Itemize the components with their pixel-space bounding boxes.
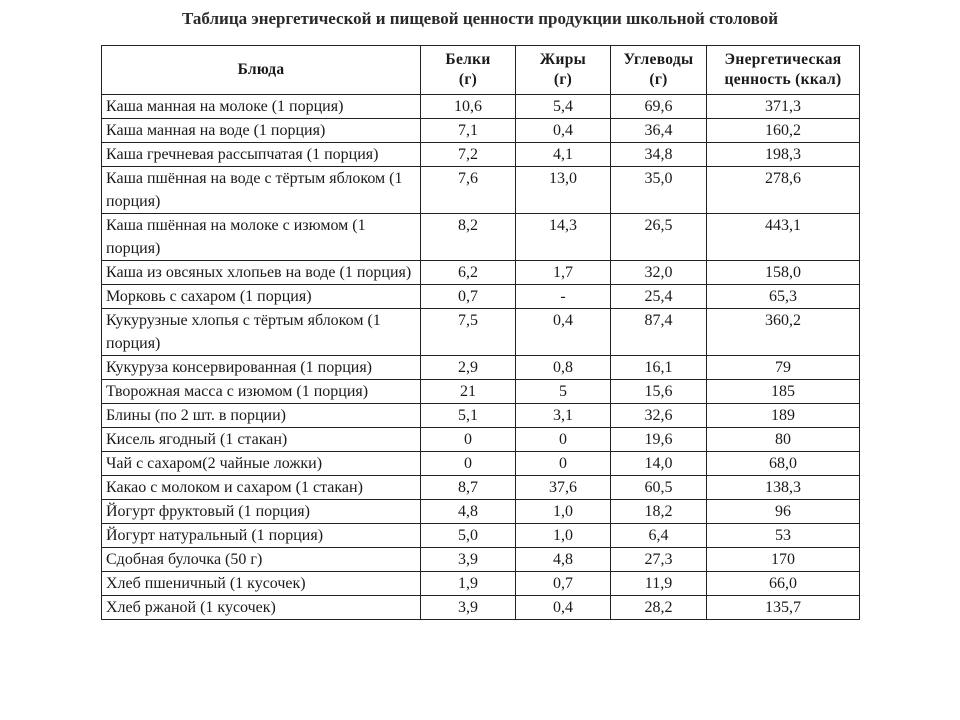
protein-cell: 5,1: [421, 404, 516, 428]
protein-cell: 0: [421, 428, 516, 452]
carbs-cell: 15,6: [611, 380, 707, 404]
energy-cell: 185: [707, 380, 860, 404]
energy-cell: 135,7: [707, 596, 860, 620]
energy-cell: 65,3: [707, 285, 860, 309]
table-row: [102, 143, 860, 167]
protein-cell: 7,5: [421, 309, 516, 356]
protein-cell: 3,9: [421, 548, 516, 572]
carbs-cell: 69,6: [611, 95, 707, 119]
protein-cell: 8,2: [421, 214, 516, 261]
carbs-cell: 32,6: [611, 404, 707, 428]
fat-cell: 0: [516, 452, 611, 476]
table-row: [102, 476, 860, 500]
energy-cell: 360,2: [707, 309, 860, 356]
fat-cell: 4,1: [516, 143, 611, 167]
header-fat: Жиры (г): [516, 46, 611, 95]
energy-cell: 79: [707, 356, 860, 380]
fat-cell: 14,3: [516, 214, 611, 261]
energy-cell: 170: [707, 548, 860, 572]
fat-cell: 13,0: [516, 167, 611, 214]
protein-cell: 8,7: [421, 476, 516, 500]
energy-cell: 160,2: [707, 119, 860, 143]
carbs-cell: 28,2: [611, 596, 707, 620]
dish-cell: Каша пшённая на воде с тёртым яблоком (1 порция): [102, 167, 421, 214]
carbs-cell: 60,5: [611, 476, 707, 500]
nutrition-table: [101, 45, 860, 620]
table-row: [102, 572, 860, 596]
header-protein: Белки (г): [421, 46, 516, 95]
dish-cell: Кукуруза консервированная (1 порция): [102, 356, 421, 380]
fat-cell: 0,4: [516, 119, 611, 143]
protein-cell: 7,1: [421, 119, 516, 143]
protein-cell: 3,9: [421, 596, 516, 620]
fat-cell: -: [516, 285, 611, 309]
dish-cell: Каша манная на воде (1 порция): [102, 119, 421, 143]
protein-cell: 6,2: [421, 261, 516, 285]
table-row: [102, 428, 860, 452]
fat-cell: 1,0: [516, 524, 611, 548]
header-dish: Блюда: [102, 46, 421, 95]
fat-cell: 0: [516, 428, 611, 452]
dish-cell: Кукурузные хлопья с тёртым яблоком (1 порция): [102, 309, 421, 356]
protein-cell: 5,0: [421, 524, 516, 548]
table-row: [102, 404, 860, 428]
carbs-cell: 18,2: [611, 500, 707, 524]
fat-cell: 5,4: [516, 95, 611, 119]
dish-cell: Сдобная булочка (50 г): [102, 548, 421, 572]
table-title: Таблица энергетической и пищевой ценности продукции школьной столовой: [182, 9, 778, 28]
carbs-cell: 32,0: [611, 261, 707, 285]
energy-cell: 443,1: [707, 214, 860, 261]
fat-cell: 4,8: [516, 548, 611, 572]
protein-cell: 7,6: [421, 167, 516, 214]
fat-cell: 37,6: [516, 476, 611, 500]
header-carbs: Углеводы (г): [611, 46, 707, 95]
dish-cell: Морковь с сахаром (1 порция): [102, 285, 421, 309]
carbs-cell: 16,1: [611, 356, 707, 380]
dish-cell: Хлеб пшеничный (1 кусочек): [102, 572, 421, 596]
table-row: [102, 548, 860, 572]
table-row: [102, 500, 860, 524]
table-row: [102, 356, 860, 380]
carbs-cell: 11,9: [611, 572, 707, 596]
fat-cell: 5: [516, 380, 611, 404]
protein-cell: 1,9: [421, 572, 516, 596]
energy-cell: 278,6: [707, 167, 860, 214]
carbs-cell: 26,5: [611, 214, 707, 261]
table-row: [102, 285, 860, 309]
energy-cell: 66,0: [707, 572, 860, 596]
energy-cell: 80: [707, 428, 860, 452]
fat-cell: 0,8: [516, 356, 611, 380]
dish-cell: Каша пшённая на молоке с изюмом (1 порция): [102, 214, 421, 261]
fat-cell: 3,1: [516, 404, 611, 428]
fat-cell: 0,4: [516, 309, 611, 356]
protein-cell: 21: [421, 380, 516, 404]
energy-cell: 189: [707, 404, 860, 428]
protein-cell: 7,2: [421, 143, 516, 167]
dish-cell: Каша из овсяных хлопьев на воде (1 порция): [102, 261, 421, 285]
dish-cell: Хлеб ржаной (1 кусочек): [102, 596, 421, 620]
table-row: [102, 524, 860, 548]
dish-cell: Творожная масса с изюмом (1 порция): [102, 380, 421, 404]
dish-cell: Какао с молоком и сахаром (1 стакан): [102, 476, 421, 500]
carbs-cell: 6,4: [611, 524, 707, 548]
energy-cell: 53: [707, 524, 860, 548]
table-row: [102, 214, 860, 261]
header-row: [102, 46, 860, 95]
energy-cell: 371,3: [707, 95, 860, 119]
dish-cell: Чай с сахаром(2 чайные ложки): [102, 452, 421, 476]
dish-cell: Блины (по 2 шт. в порции): [102, 404, 421, 428]
carbs-cell: 14,0: [611, 452, 707, 476]
table-row: [102, 380, 860, 404]
protein-cell: 0: [421, 452, 516, 476]
table-row: [102, 261, 860, 285]
carbs-cell: 36,4: [611, 119, 707, 143]
carbs-cell: 34,8: [611, 143, 707, 167]
energy-cell: 68,0: [707, 452, 860, 476]
fat-cell: 0,7: [516, 572, 611, 596]
protein-cell: 10,6: [421, 95, 516, 119]
fat-cell: 1,7: [516, 261, 611, 285]
dish-cell: Йогурт фруктовый (1 порция): [102, 500, 421, 524]
carbs-cell: 87,4: [611, 309, 707, 356]
fat-cell: 1,0: [516, 500, 611, 524]
dish-cell: Каша гречневая рассыпчатая (1 порция): [102, 143, 421, 167]
table-row: [102, 309, 860, 356]
carbs-cell: 27,3: [611, 548, 707, 572]
carbs-cell: 25,4: [611, 285, 707, 309]
table-row: [102, 596, 860, 620]
dish-cell: Кисель ягодный (1 стакан): [102, 428, 421, 452]
carbs-cell: 19,6: [611, 428, 707, 452]
carbs-cell: 35,0: [611, 167, 707, 214]
table-row: [102, 95, 860, 119]
protein-cell: 0,7: [421, 285, 516, 309]
energy-cell: 96: [707, 500, 860, 524]
dish-cell: Каша манная на молоке (1 порция): [102, 95, 421, 119]
protein-cell: 2,9: [421, 356, 516, 380]
table-row: [102, 452, 860, 476]
protein-cell: 4,8: [421, 500, 516, 524]
energy-cell: 138,3: [707, 476, 860, 500]
fat-cell: 0,4: [516, 596, 611, 620]
dish-cell: Йогурт натуральный (1 порция): [102, 524, 421, 548]
table-row: [102, 119, 860, 143]
header-energy: Энергетическая ценность (ккал): [707, 46, 860, 95]
energy-cell: 158,0: [707, 261, 860, 285]
table-row: [102, 167, 860, 214]
energy-cell: 198,3: [707, 143, 860, 167]
